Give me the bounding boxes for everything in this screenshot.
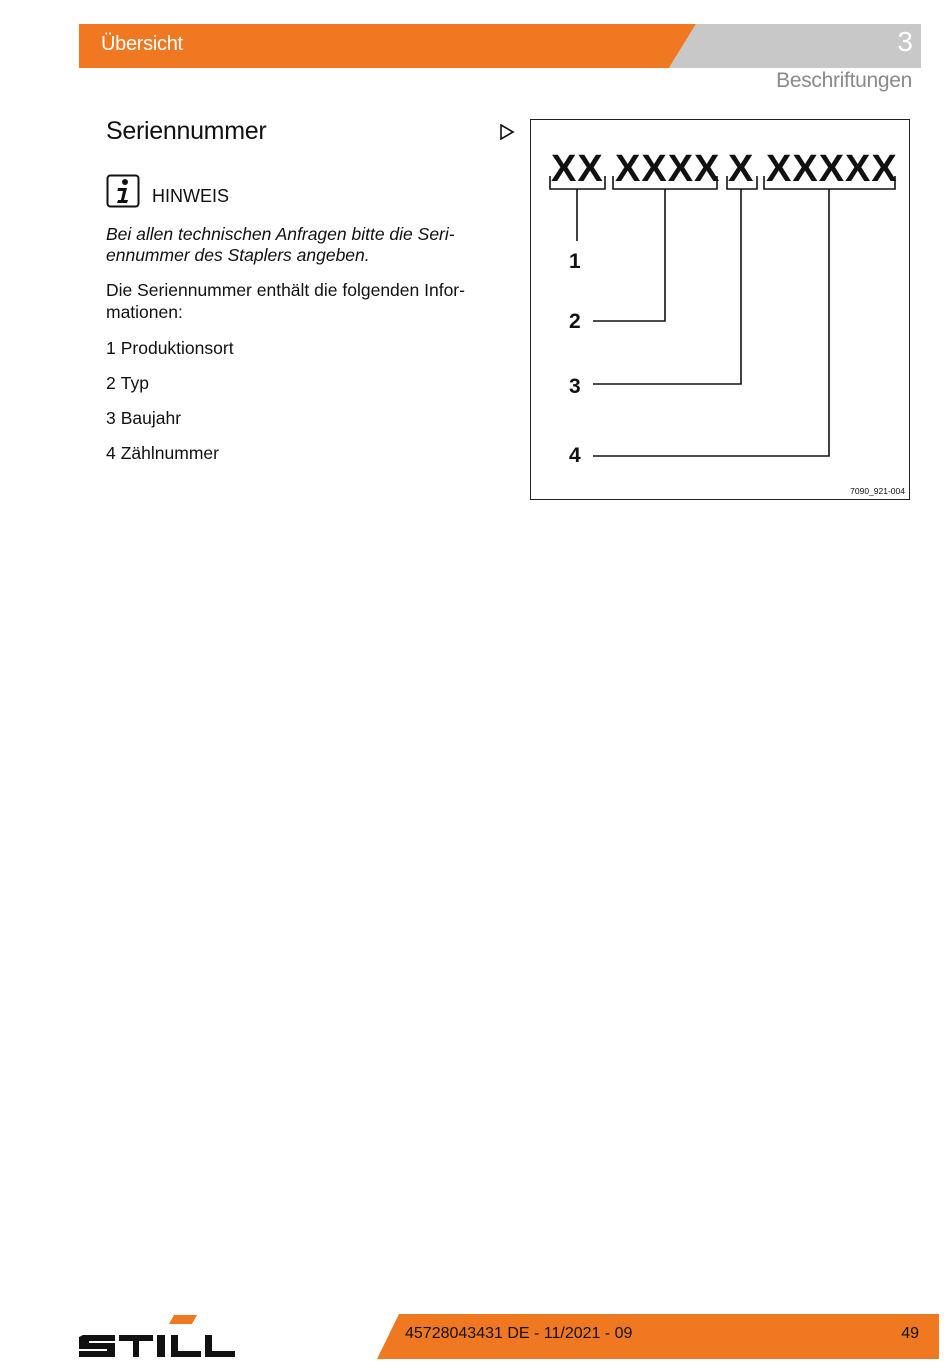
item-label: Typ xyxy=(120,373,149,393)
document-number: 45728043431 DE - 11/2021 - 09 xyxy=(405,1325,633,1342)
item-label: Zählnummer xyxy=(120,443,219,463)
list-item xyxy=(106,407,234,442)
segment-year: X xyxy=(728,148,755,190)
info-list xyxy=(106,337,234,477)
item-label: Produktionsort xyxy=(120,338,234,358)
serial-number-figure xyxy=(530,119,910,500)
list-item xyxy=(106,337,234,372)
list-item xyxy=(106,372,234,407)
info-icon xyxy=(106,174,140,208)
header-background xyxy=(79,24,921,68)
continue-arrow-icon xyxy=(499,124,515,140)
callout-4: 4 xyxy=(569,444,581,467)
callout-3: 3 xyxy=(569,375,581,398)
figure-reference: 7090_921-004 xyxy=(850,486,905,496)
segment-production-site: XX xyxy=(551,148,604,190)
segment-counter: XXXXX xyxy=(766,148,898,190)
chapter-number: 3 xyxy=(897,26,913,57)
item-number: 3 xyxy=(106,408,116,428)
still-logo xyxy=(79,1315,237,1359)
item-number: 2 xyxy=(106,373,116,393)
note-label: HINWEIS xyxy=(152,186,230,206)
callout-2: 2 xyxy=(569,310,581,333)
callout-1: 1 xyxy=(569,250,581,273)
item-label: Baujahr xyxy=(120,408,182,428)
section-name: Beschriftungen xyxy=(776,69,912,92)
page-header xyxy=(79,24,921,68)
chapter-title: Übersicht xyxy=(101,33,183,55)
footer-bar xyxy=(377,1314,939,1359)
item-number: 4 xyxy=(106,443,116,463)
page-title: Seriennummer xyxy=(106,117,267,145)
note-text: Bei allen technischen Anfragen bitte die Seri-ennummer des Staplers angeben. xyxy=(106,224,455,265)
segment-type: XXXX xyxy=(615,148,721,190)
item-number: 1 xyxy=(106,338,116,358)
page-number: 49 xyxy=(901,1325,919,1342)
intro-text: Die Seriennummer enthält die folgenden Infor-mationen: xyxy=(106,280,465,322)
list-item xyxy=(106,442,234,477)
